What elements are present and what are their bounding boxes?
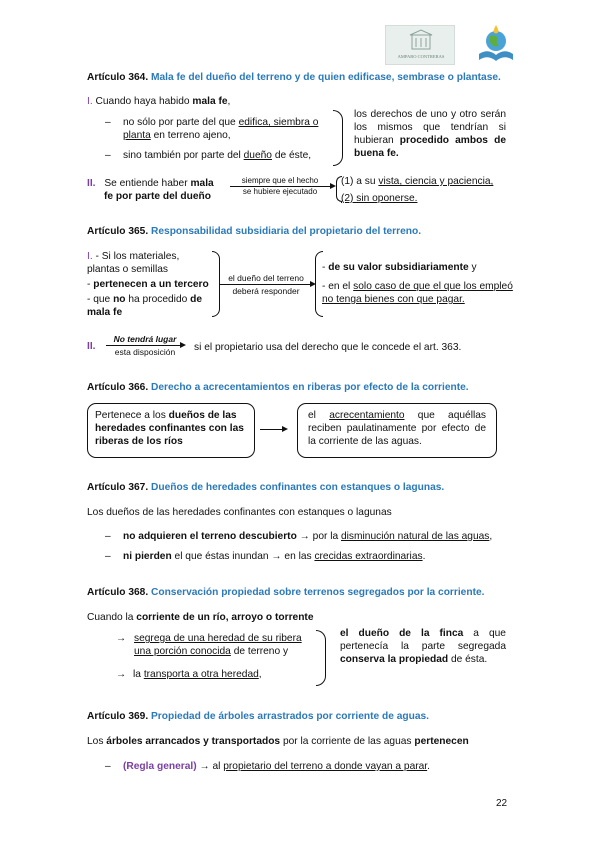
- a365-point-i: [87, 250, 215, 319]
- a365-ii-arrow-bottom: esta disposición: [114, 347, 176, 357]
- a368-item1-u1: segrega de una heredad de su ribera: [134, 633, 302, 644]
- article-366-number: Artículo 366.: [87, 382, 149, 393]
- a366-box-owners: [87, 403, 255, 458]
- a365-result-2: [322, 280, 532, 306]
- article-368-number: Artículo 368.: [87, 587, 149, 598]
- a368-res-mid: a que pertenecía la parte segregada: [340, 628, 506, 652]
- a366-box2-u: acrecentamiento: [329, 410, 405, 421]
- a367-item-1: [123, 531, 492, 542]
- a368-intro-pre: Cuando la: [87, 612, 134, 623]
- a369-item-purple: (Regla general): [123, 761, 197, 772]
- article-368-heading: [87, 587, 527, 598]
- logo-amparo-contreras: [385, 25, 455, 65]
- a365-r2-pre: - en el: [322, 281, 351, 292]
- a364-item2-pre: sino también por parte del: [123, 150, 241, 161]
- a365-i-text2: plantas o semillas: [87, 264, 168, 275]
- a367-item2-bold: ni pierden: [123, 551, 172, 562]
- a365-b2-mid: ha procedido: [128, 294, 188, 305]
- a364-ii-arrow-bottom: se hubiere ejecutado: [242, 187, 318, 196]
- a369-item-u: propietario del terreno a donde vayan a parar: [223, 761, 428, 772]
- a365-b1-pre: -: [87, 279, 94, 290]
- a365-i-label: I.: [87, 251, 93, 262]
- article-369-heading: [87, 711, 527, 722]
- a366-box1-bold: dueños de las heredades confinantes con las riberas de los ríos: [95, 410, 244, 447]
- a368-item1-post: de terreno y: [233, 646, 289, 657]
- a364-i-text: Cuando haya habido: [95, 96, 190, 107]
- article-364-title: Mala fe del dueño del terreno y de quien edificase, sembrase o plantase.: [151, 72, 501, 83]
- a367-item1-end: ,: [489, 531, 493, 542]
- a365-result-1: [322, 262, 477, 273]
- a368-item1-u2: una porción conocida: [134, 646, 231, 657]
- a364-item2-u: dueño: [243, 150, 272, 161]
- a364-item-2: [123, 150, 335, 161]
- a365-arrow-top: el dueño del terreno: [228, 273, 304, 283]
- a369-item: [123, 761, 430, 772]
- a369-intro-mid: por la corriente de las aguas: [282, 736, 412, 747]
- article-365-title: Responsabilidad subsidiaria del propietario del terreno.: [151, 226, 422, 237]
- a365-arrow-line: [220, 284, 310, 285]
- a367-item2-end: .: [422, 551, 426, 562]
- a368-res-bold1: el dueño de la finca: [340, 628, 464, 639]
- article-366-heading: [87, 382, 527, 393]
- a366-box-accretion: [297, 403, 497, 458]
- a364-i-label: I.: [87, 96, 93, 107]
- a368-result: [340, 627, 506, 666]
- a365-ii-text: si el propietario usa del derecho que le concede el art. 363.: [194, 342, 462, 353]
- a369-intro-bold1: árboles arrancados y transportados: [106, 736, 281, 747]
- a368-item-2: [116, 669, 262, 680]
- a364-ii-opt1-u: vista, ciencia y paciencia,: [378, 176, 494, 187]
- a369-intro-bold2: pertenecen: [414, 736, 469, 747]
- a364-item1-u2: planta: [123, 130, 151, 141]
- a366-arrow-head: [282, 426, 288, 432]
- a368-item2-u: transporta a otra heredad: [143, 669, 259, 680]
- a365-r2-u2: no tenga bienes con que pagar.: [322, 294, 465, 305]
- a364-item1-u1: edifica, siembra o: [238, 117, 319, 128]
- a367-item2-mid: el que éstas inundan → en las: [174, 551, 312, 562]
- a365-r1-pre: -: [322, 262, 329, 273]
- arrow-icon: →: [116, 633, 127, 644]
- a367-intro: Los dueños de las heredades confinantes con estanques o lagunas: [87, 507, 392, 518]
- a365-b2-no: no: [113, 294, 126, 305]
- a364-ii-bold1: mala: [190, 178, 214, 189]
- a369-intro-pre: Los: [87, 736, 104, 747]
- a364-ii-arrow-top: siempre que el hecho: [241, 176, 319, 185]
- article-369-title: Propiedad de árboles arrastrados por corriente de aguas.: [151, 711, 429, 722]
- a368-item2-pre: la: [133, 669, 141, 680]
- logo-globe-book: [475, 24, 517, 66]
- a367-item1-arrow: → por la: [299, 531, 339, 542]
- logo-building-icon: [386, 26, 456, 66]
- a365-r1-bold: de su valor subsidiariamente: [328, 262, 469, 273]
- a368-res-end: de ésta.: [450, 654, 488, 665]
- a364-brace: [333, 110, 343, 166]
- a368-res-bold2: conserva la propiedad: [340, 654, 449, 665]
- a367-item2-u: crecidas extraordinarias: [314, 551, 423, 562]
- a366-arrow-line: [260, 429, 282, 430]
- a365-r1-post: y: [468, 262, 477, 273]
- a365-left-brace: [212, 251, 220, 317]
- a364-ii-option-2: (2) sin oponerse.: [341, 193, 418, 204]
- a367-item1-bold: no adquieren el terreno descubierto: [123, 531, 297, 542]
- a365-arrow-bottom: deberá responder: [232, 286, 300, 296]
- a366-box2-post: que aquéllas reciben paulatinamente por efecto de la corriente de las aguas.: [308, 410, 486, 447]
- a364-ii-text: Se entiende haber: [104, 178, 188, 189]
- page-number: 22: [496, 798, 508, 809]
- a365-i-text1: - Si los materiales,: [95, 251, 180, 262]
- a364-item2-post: de éste,: [274, 150, 312, 161]
- article-365-number: Artículo 365.: [87, 226, 149, 237]
- a364-point-i: [87, 96, 230, 107]
- a367-item1-u: disminución natural de las aguas: [341, 531, 490, 542]
- article-367-heading: [87, 482, 527, 493]
- a364-result: [354, 108, 506, 160]
- logo-text: AMPARO CONTRERAS: [397, 54, 445, 59]
- a365-b1: pertenecen a un tercero: [93, 279, 209, 290]
- article-364-heading: [87, 72, 527, 83]
- a365-b2-end: mala fe: [87, 307, 123, 318]
- article-364-number: Artículo 364.: [87, 72, 149, 83]
- a364-ii-option-1: [341, 176, 493, 187]
- a367-item-2: [123, 551, 425, 562]
- arrow-icon: →: [116, 669, 127, 680]
- a365-ii-arrow-top: No tendrá lugar: [113, 334, 177, 344]
- a369-item-arrow: → al: [199, 761, 221, 772]
- article-369-number: Artículo 369.: [87, 711, 149, 722]
- a364-result-pre: los derechos de uno y otro serán los mismos que tendrían si hubieran: [354, 109, 506, 146]
- a366-box1-pre: Pertenece a los: [95, 410, 166, 421]
- a368-item-1: [116, 632, 302, 658]
- a365-b2-de: de: [190, 294, 203, 305]
- a369-intro: [87, 736, 469, 747]
- a364-result-bold: procedido ambos de buena fe.: [354, 135, 506, 159]
- a364-item1-pre: no sólo por parte del que: [123, 117, 236, 128]
- a368-brace: [316, 630, 326, 686]
- article-366-title: Derecho a acrecentamientos en riberas por efecto de la corriente.: [151, 382, 469, 393]
- a364-item1-post: en terreno ajeno,: [153, 130, 231, 141]
- article-367-number: Artículo 367.: [87, 482, 149, 493]
- article-368-title: Conservación propiedad sobre terrenos segregados por la corriente.: [151, 587, 485, 598]
- a365-r2-u1: solo caso de que el que los empleó: [353, 281, 513, 292]
- a364-point-ii: [87, 177, 225, 203]
- a364-i-bold: mala fe: [192, 96, 228, 107]
- a364-ii-label: II.: [87, 178, 96, 189]
- a365-b2-pre: - que: [87, 294, 111, 305]
- article-365-heading: [87, 226, 527, 237]
- a368-intro: [87, 612, 313, 623]
- a368-item2-end: ,: [258, 669, 262, 680]
- a364-ii-opt1-pre: (1) a su: [341, 176, 376, 187]
- article-367-title: Dueños de heredades confinantes con estanques o lagunas.: [151, 482, 445, 493]
- a364-item-1: [123, 116, 335, 142]
- a364-ii-bold2: fe por parte del dueño: [104, 191, 211, 202]
- a366-box2-pre: el: [308, 410, 316, 421]
- a368-intro-bold: corriente de un río, arroyo o torrente: [136, 612, 314, 623]
- a364-i-comma: ,: [227, 96, 231, 107]
- globe-book-icon: [475, 24, 517, 66]
- a365-ii-label: II.: [87, 341, 96, 352]
- a369-item-end: .: [427, 761, 430, 772]
- a365-ii-arrow-line: [106, 345, 180, 346]
